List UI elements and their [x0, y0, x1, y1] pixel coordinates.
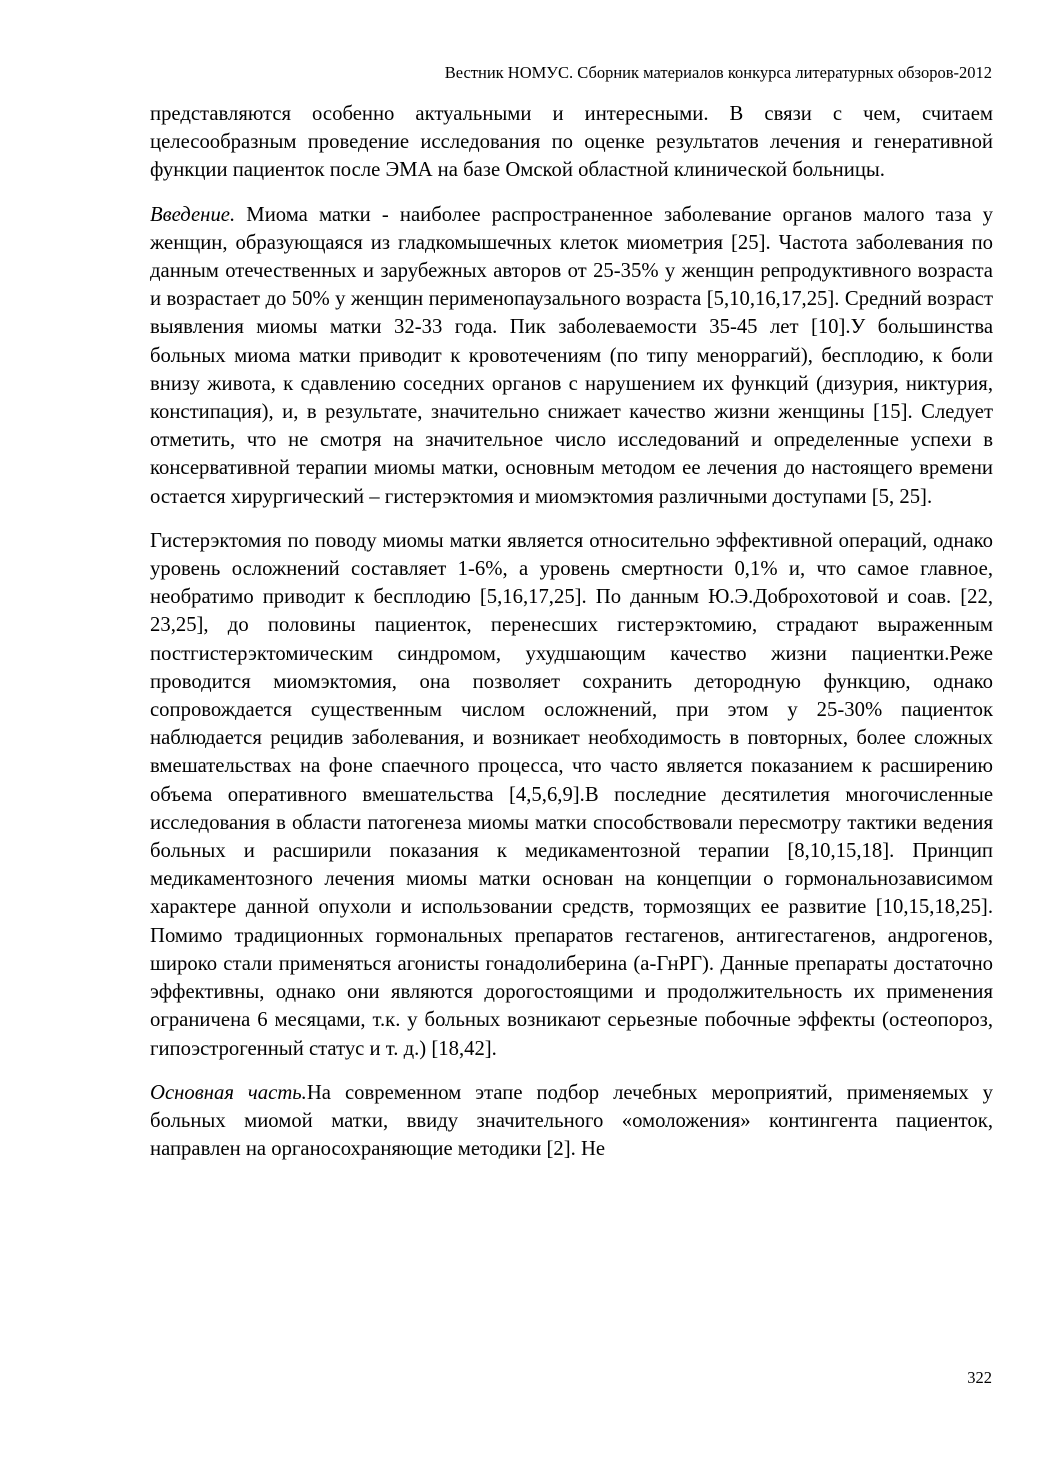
paragraph-text: Гистерэктомия по поводу миомы матки является относительно эффективной операций, однако уровень осложнений составляет 1-6%, а уровень смертности 0,1% и, что самое главное, необратимо приводит к бесплодию [5,16,17,25]. По данным Ю.Э.Доброхотовой и соав. [22, 23,25], до половины пациенток, перенесших гистерэктомию, страдают выраженным постгистерэктомическим синдромом, ухудшающим качество жизни пациентки.Реже проводится миомэктомия, она позволяет сохранить детородную функцию, однако сопровождается существенным числом осложнений, при этом у 25-30% пациенток наблюдается рецидив заболевания, и возникает необходимость в повторных, более сложных вмешательствах на фоне спаечного процесса, что часто является показанием к расширению объема оперативного вмешательства [4,5,6,9].В последние десятилетия многочисленные исследования в области патогенеза миомы матки способствовали пересмотру тактики ведения больных и расширили показания к медикаментозной терапии [8,10,15,18]. Принцип медикаментозного лечения миомы матки основан на концепции о гормональнозависимом характере данной опухоли и использовании средств, тормозящих ее развитие [10,15,18,25]. Помимо традиционных гормональных препаратов гестагенов, антигестагенов, андрогенов, широко стали применяться агонисты гонадолиберина (а-ГнРГ). Данные препараты достаточно эффективны, однако они являются дорогостоящими и продолжительность их применения ограничена 6 месяцами, т.к. у больных возникают серьезные побочные эффекты (остеопороз, гипоэстрогенный статус и т. д.) [18,42].: [150, 529, 993, 1060]
running-header: Вестник НОМУС. Сборник материалов конкурса литературных обзоров-2012: [444, 63, 992, 82]
paragraph-text: На современном этапе подбор лечебных мероприятий, применяемых у больных миомой матки, ввиду значительного «омоложения» контингента пациенток, направлен на органосохраняющие методики [2]. Не: [150, 1081, 993, 1161]
article-body: [150, 100, 993, 1179]
page-number: 322: [967, 1368, 992, 1387]
paragraph-text: представляются особенно актуальными и интересными. В связи с чем, считаем целесообразным проведение исследования по оценке результатов лечения и генеративной функции пациенток после ЭМА на базе Омской областной клинической больницы.: [150, 103, 993, 182]
paragraph-text: Миома матки - наиболее распространенное заболевание органов малого таза у женщин, образующаяся из гладкомышечных клеток миометрия [25]. Частота заболевания по данным отечественных и зарубежных авторов от 25-35% у женщин репродуктивного возраста и возрастает до 50% у женщин перименопаузального возраста [5,10,16,17,25]. Средний возраст выявления миомы матки 32-33 года. Пик заболеваемости 35-45 лет [10].У большинства больных миома матки приводит к кровотечениям (по типу меноррагий), бесплодию, к боли внизу живота, к сдавлению соседних органов с нарушением их функций (дизурия, никтурия, констипация), и, в результате, значительно снижает качество жизни женщины [15]. Следует отметить, что не смотря на значительное число исследований и определенные успехи в консервативной терапии миомы матки, основным методом ее лечения до настоящего времени остается хирургический – гистерэктомия и миомэктомия различными доступами [5, 25].: [150, 203, 993, 508]
paragraph-continuation: [150, 100, 993, 185]
section-lead-main-part: Основная часть.: [150, 1081, 307, 1104]
paragraph-introduction: [150, 201, 993, 511]
section-lead-introduction: Введение.: [150, 203, 236, 226]
paragraph-hysterectomy: [150, 527, 993, 1063]
paragraph-main-part: [150, 1079, 993, 1164]
